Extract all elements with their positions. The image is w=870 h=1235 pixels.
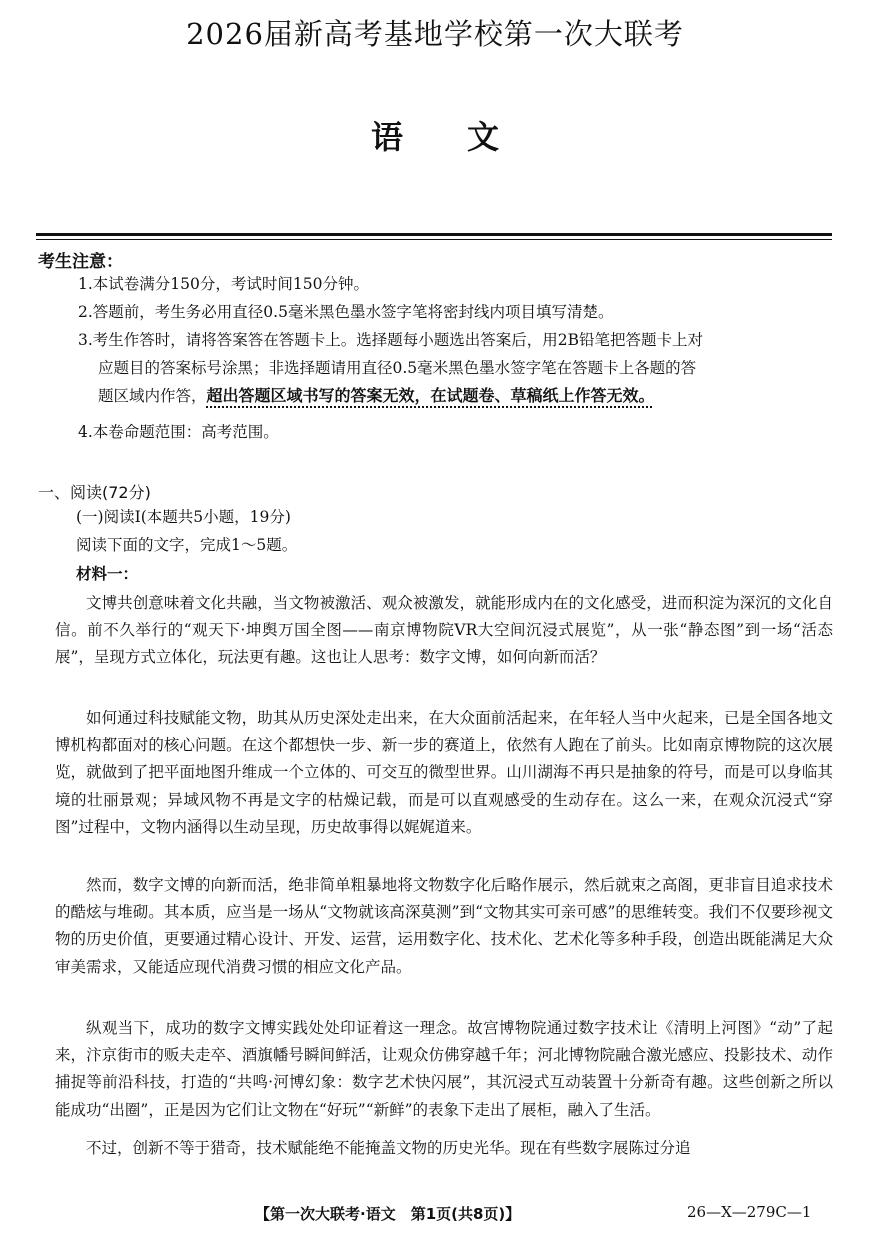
notice-emphasis: 超出答题区域书写的答案无效，在试题卷、草稿纸上作答无效。 [206,386,655,405]
paragraph-3: 然而，数字文博的向新而活，绝非简单粗暴地将文物数字化后略作展示，然后就束之高阁，更非盲目追求技术的酷炫与堆砌。其本质，应当是一场从“文物就该高深莫测”到“文物其实可亲可感”的思维转变。我们不仅要珍视文物的历史价值，更要通过精心设计、开发、运营，运用数字化、技术化、艺术化等多种手段，创造出既能满足大众审美需求，又能适应现代消费习惯的相应文化产品。 [55,876,833,976]
notice-item-3: 3.考生作答时，请将答案答在答题卡上。选择题每小题选出答案后，用2B铅笔把答题卡上对 [78,331,704,349]
paragraph-1: 文博共创意味着文化共融，当文物被激活、观众被激发，就能形成内在的文化感受，进而积淀为深沉的文化自信。前不久举行的“观天下·坤舆万国全图——南京博物院VR大空间沉浸式展览”，从一张“静态图”到一场“活态展”，呈现方式立体化，玩法更有趣。这也让人思考：数字文博，如何向新而活？ [55,594,833,667]
divider-thin [36,239,832,240]
paragraph-4: 纵观当下，成功的数字文博实践处处印证着这一理念。故宫博物院通过数字技术让《清明上河图》“动”了起来，汴京街市的贩夫走卒、酒旗幡号瞬间鲜活，让观众仿佛穿越千年；河北博物院融合激光感应、投影技术、动作捕捉等前沿科技，打造的“共鸣·河博幻象：数字艺术快闪展”，其沉浸式互动装置十分新奇有趣。这些创新之所以能成功“出圈”，正是因为它们让文物在“好玩”“新鲜”的表象下走出了展柜，融入了生活。 [55,1019,833,1119]
section-title: 一、阅读(72分) [38,483,151,502]
notice-heading: 考生注意： [38,252,123,272]
paragraph-5: 不过，创新不等于猎奇，技术赋能绝不能掩盖文物的历史光华。现在有些数字展陈过分追 [86,1139,691,1157]
subsection-title: (一)阅读Ⅰ(本题共5小题，19分) [76,508,291,526]
footer-code: 26—X—279C—1 [687,1203,812,1221]
notice-item-2: 2.答题前，考生务必用直径0.5毫米黑色墨水签字笔将密封线内项目填写清楚。 [78,303,614,321]
notice-item-3-tail: 题区域内作答， [98,387,207,405]
exam-title: 2026届新高考基地学校第一次大联考 [186,17,684,51]
instruction: 阅读下面的文字，完成1～5题。 [76,536,298,554]
divider-thick [36,233,832,236]
notice-item-1: 1.本试卷满分150分，考试时间150分钟。 [78,275,369,293]
notice-item-4: 4.本卷命题范围：高考范围。 [78,423,279,441]
paragraph-2: 如何通过科技赋能文物，助其从历史深处走出来，在大众面前活起来，在年轻人当中火起来，已是全国各地文博机构都面对的核心问题。在这个都想快一步、新一步的赛道上，依然有人跑在了前头。比如南京博物院的这次展览，就做到了把平面地图升维成一个立体的、可交互的微型世界。山川湖海不再只是抽象的符号，而是可以身临其境的壮丽景观；异域风物不再是文字的枯燥记载，而是可以直观感受的生动存在。这么一来，在观众沉浸式“穿图”过程中，文物内涵得以生动呈现，历史故事得以娓娓道来。 [55,709,833,836]
material-label: 材料一： [76,565,139,583]
notice-item-3-end [98,386,655,406]
footer-page-info [255,1203,520,1224]
notice-item-3-cont: 应题目的答案标号涂黑；非选择题请用直径0.5毫米黑色墨水签字笔在答题卡上各题的答 [98,359,697,377]
subject-title: 语 文 [370,118,499,156]
footer-page-label: 【第一次大联考·语文 第1页(共8页)】 [255,1205,521,1223]
